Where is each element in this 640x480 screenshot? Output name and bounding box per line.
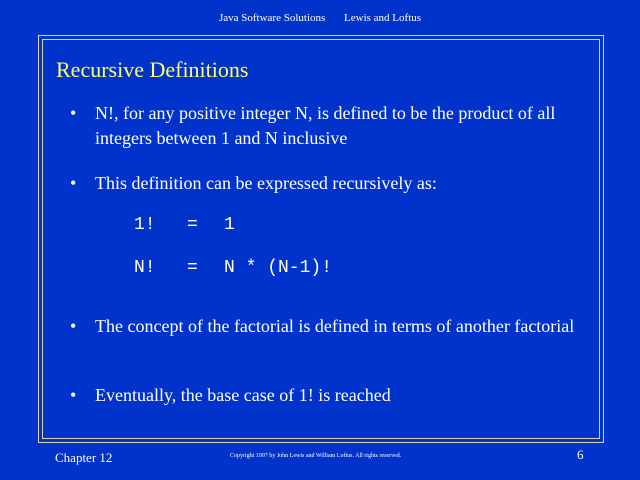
definition-rhs: N * (N-1)! bbox=[224, 258, 333, 278]
definition-lhs: 1! bbox=[134, 215, 156, 235]
book-authors: Lewis and Loftus bbox=[344, 12, 422, 24]
page-number: 6 bbox=[577, 447, 584, 462]
slide-title: Recursive Definitions bbox=[56, 57, 249, 82]
bullet-text: Eventually, the base case of 1! is reached bbox=[95, 385, 391, 405]
bullet-dot: • bbox=[70, 316, 77, 336]
chapter-label: Chapter 12 bbox=[55, 450, 113, 465]
slide-frame-inner bbox=[42, 39, 600, 439]
bullet-dot: • bbox=[70, 385, 77, 405]
bullet-item bbox=[70, 314, 600, 339]
bullet-item bbox=[70, 101, 600, 151]
definition-equals: = bbox=[187, 215, 198, 235]
book-title: Java Software Solutions bbox=[218, 12, 326, 24]
bullet-dot: • bbox=[70, 173, 77, 193]
bullet-text: This definition can be expressed recursively as: bbox=[95, 173, 437, 193]
definition-rhs: 1 bbox=[224, 215, 235, 235]
bullet-text: N!, for any positive integer N, is defined to be the product of all integers between 1 and N inclusive bbox=[95, 103, 556, 148]
bullet-item bbox=[70, 383, 600, 408]
bullet-item bbox=[70, 171, 600, 196]
slide-frame bbox=[38, 35, 604, 443]
definition-lhs: N! bbox=[134, 258, 156, 278]
bullet-dot: • bbox=[70, 103, 77, 123]
copyright-notice: Copyright 1997 by John Lewis and William Loftus. All rights reserved. bbox=[230, 453, 402, 459]
slide-header bbox=[0, 12, 640, 24]
definition-equals: = bbox=[187, 258, 198, 278]
bullet-text: The concept of the factorial is defined in terms of another factorial bbox=[95, 316, 575, 336]
